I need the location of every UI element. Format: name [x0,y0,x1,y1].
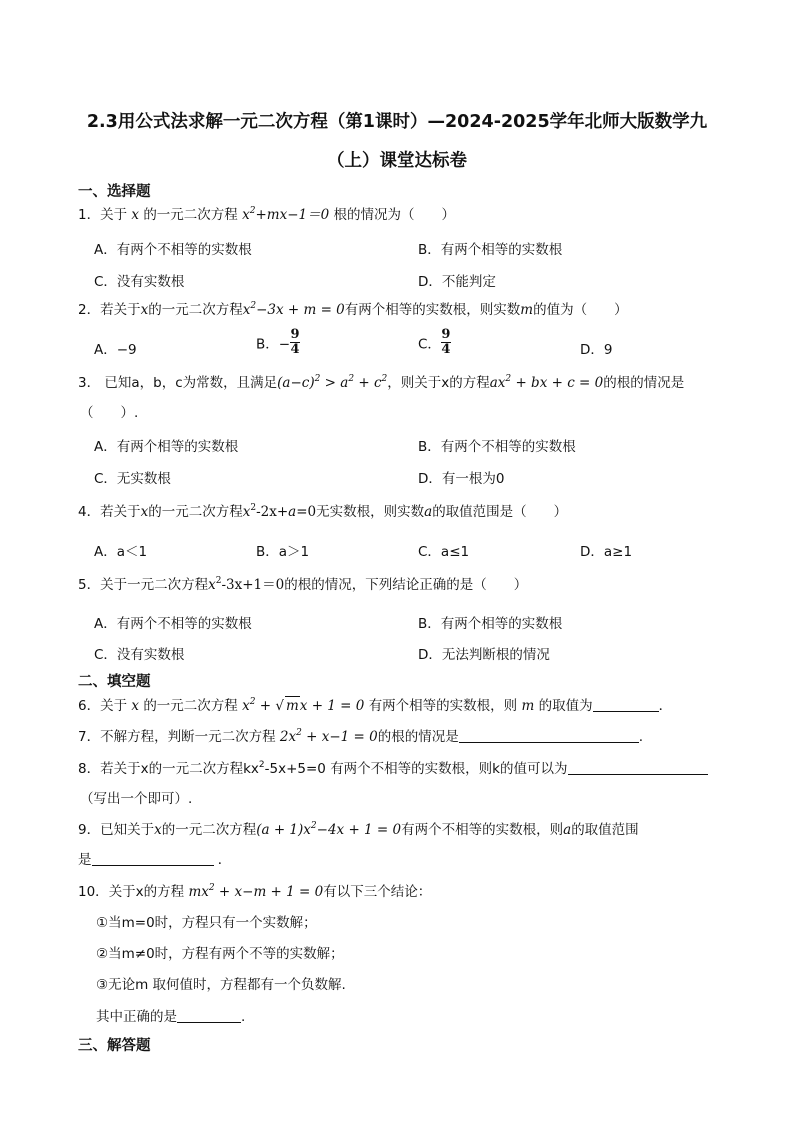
option-a[interactable]: A．有两个相等的实数根 [94,439,239,455]
fraction: $\frac{9}{4}$ [290,327,300,357]
question-text: 关于x的方程 [108,884,185,900]
question-7: 7．不解方程，判断一元二次方程 $2x^2 + x-1 = 0$的根的情况是 . [78,728,644,745]
question-text: 关于一元二次方程 [100,577,209,593]
math-var: x [131,207,140,223]
option-a[interactable]: A．a＜1 [94,544,148,560]
math-var: x [140,302,149,318]
question-8 [78,760,708,778]
math-expr: $x^2$ + √ mx + 1 = 0 [242,697,365,714]
math-expr: $x^2-2x+a=0$ [242,503,317,520]
question-text: 关于 [100,207,128,223]
question-text: 已知关于 [100,822,155,838]
answer-blank[interactable] [92,851,214,866]
question-number: 4． [78,504,101,520]
fraction: $\frac{9}{4}$ [441,327,451,357]
question-text: 的取值范围是（ ） [432,504,568,520]
question-number: 2． [78,302,101,318]
option-d[interactable]: D．不能判定 [418,274,496,290]
question-number: 7． [78,729,101,745]
math-var: x [154,822,162,838]
question-10 [78,883,431,901]
option-b[interactable]: B．a＞1 [256,544,310,560]
page-title: 2.3用公式法求解一元二次方程（第1课时）—2024-2025学年北师大版数学九 [86,112,708,132]
answer-blank[interactable] [177,1008,241,1023]
question-text: （写出一个即可）. [80,791,193,807]
conclusion-3: ③无论m 取何值时，方程都有一个负数解. [96,977,346,993]
question-6: 6．关于 x 的一元二次方程 $x^2$ + √ mx + 1 = 0 有两个相等的实数根，则 m 的取值为 ． [78,697,673,714]
question-text: 的值为（ ） [533,302,628,318]
question-number: 9． [78,822,101,838]
question-text: 的一元二次方程 [161,822,257,838]
option-d[interactable]: D．a≥1 [580,544,633,560]
question-text: 有两个相等的实数根，则 [368,698,518,714]
option-b[interactable]: B．有两个相等的实数根 [418,616,563,632]
question-text: 有两个不相等的实数根，则 [401,822,564,838]
question-text: ，则关于x的方程 [387,375,490,391]
option-a[interactable]: A．有两个不相等的实数根 [94,616,252,632]
option-c[interactable]: C．a≤1 [418,544,470,560]
question-text: 不解方程，判断一元二次方程 [100,729,276,745]
question-text: 有两个相等的实数根，则实数 [344,302,521,318]
question-text: 若关于 [100,302,141,318]
option-c[interactable]: C． $\frac{9}{4}$ [418,327,451,357]
question-text: 的一元二次方程 [148,504,243,520]
question-text: 的取值为 [538,698,593,714]
option-c[interactable]: C．没有实数根 [94,274,185,290]
option-b[interactable]: B．有两个不相等的实数根 [418,439,576,455]
conclusion-2: ②当m≠0时，方程有两个不等的实数解； [96,946,344,962]
question-text: 的一元二次方程 [143,207,238,223]
question-2 [78,301,628,319]
question-text: （ ）. [80,405,139,421]
option-b[interactable]: B．− $\frac{9}{4}$ [256,327,300,357]
question-1 [78,206,455,224]
question-3 [78,374,684,392]
question-text: 无实数根，则实数 [316,504,425,520]
math-var: a [424,504,433,520]
option-a[interactable]: A．有两个不相等的实数根 [94,242,252,258]
page-subtitle: （上）课堂达标卷 [327,151,467,171]
question-text: 有以下三个结论： [323,884,432,900]
question-text: 有两个不相等的实数根，则k的值可以为 [330,761,568,777]
math-expr: $ax^2$ + bx + c = 0 [489,374,604,391]
question-text: 根的情况为（ ） [333,207,455,223]
question-text: 的一元二次方程 [143,698,238,714]
math-expr: $mx^2 + x-m + 1 = 0$ [188,883,324,900]
math-expr: $(a-c)^2 > a^2 + c^2$ [277,374,388,391]
question-number: 3． [78,375,101,391]
math-expr: $x^2-3x + m = 0$ [242,301,345,318]
section-heading-choice: 一、选择题 [78,184,151,200]
question-number: 8． [78,761,101,777]
question-4 [78,503,567,521]
question-number: 10． [78,884,109,900]
question-10-answer: 其中正确的是 . [96,1009,246,1025]
question-number: 5． [78,577,101,593]
question-text: 的根的情况是 [603,375,685,391]
question-text: 若关于x的一元二次方程$kx^2-5x+5=0$ [100,760,326,777]
option-c[interactable]: C．无实数根 [94,471,171,487]
question-text: 关于 [100,698,128,714]
question-number: 6． [78,698,101,714]
math-expr: $(a + 1)x^2-4x + 1 = 0$ [256,821,402,838]
question-9-line2: 是 ． [78,852,232,868]
option-d[interactable]: D．无法判断根的情况 [418,647,550,663]
question-9 [78,821,639,839]
option-b[interactable]: B．有两个相等的实数根 [418,242,563,258]
math-var: x [131,698,140,714]
question-number: 1． [78,207,101,223]
math-expr: $2x^2 + x-1 = 0$ [279,728,378,745]
math-var: m [520,302,534,318]
math-expr: $x^2-3x+1=0$ [208,576,285,593]
option-d[interactable]: D．9 [580,342,613,358]
question-5 [78,576,527,594]
option-d[interactable]: D．有一根为0 [418,471,505,487]
answer-blank[interactable] [459,728,639,743]
question-text: 若关于 [100,504,141,520]
question-text: 的取值范围 [571,822,639,838]
option-a[interactable]: A．−9 [94,342,137,358]
question-text: 的一元二次方程 [148,302,243,318]
question-text: 的根的情况，下列结论正确的是（ ） [284,577,528,593]
section-heading-solve: 三、解答题 [78,1038,151,1054]
conclusion-1: ①当m=0时，方程只有一个实数解； [96,915,317,931]
option-c[interactable]: C．没有实数根 [94,647,185,663]
math-var: x [140,504,149,520]
answer-blank[interactable] [568,760,708,775]
question-text: 已知a，b，c为常数，且满足 [104,375,278,391]
section-heading-fill: 二、填空题 [78,674,151,690]
math-var: a [563,822,572,838]
question-text: 的根的情况是 [377,729,459,745]
math-var: m [521,698,535,714]
answer-blank[interactable] [593,697,659,712]
math-expr: $x^2+mx-1=0$ [242,206,330,223]
